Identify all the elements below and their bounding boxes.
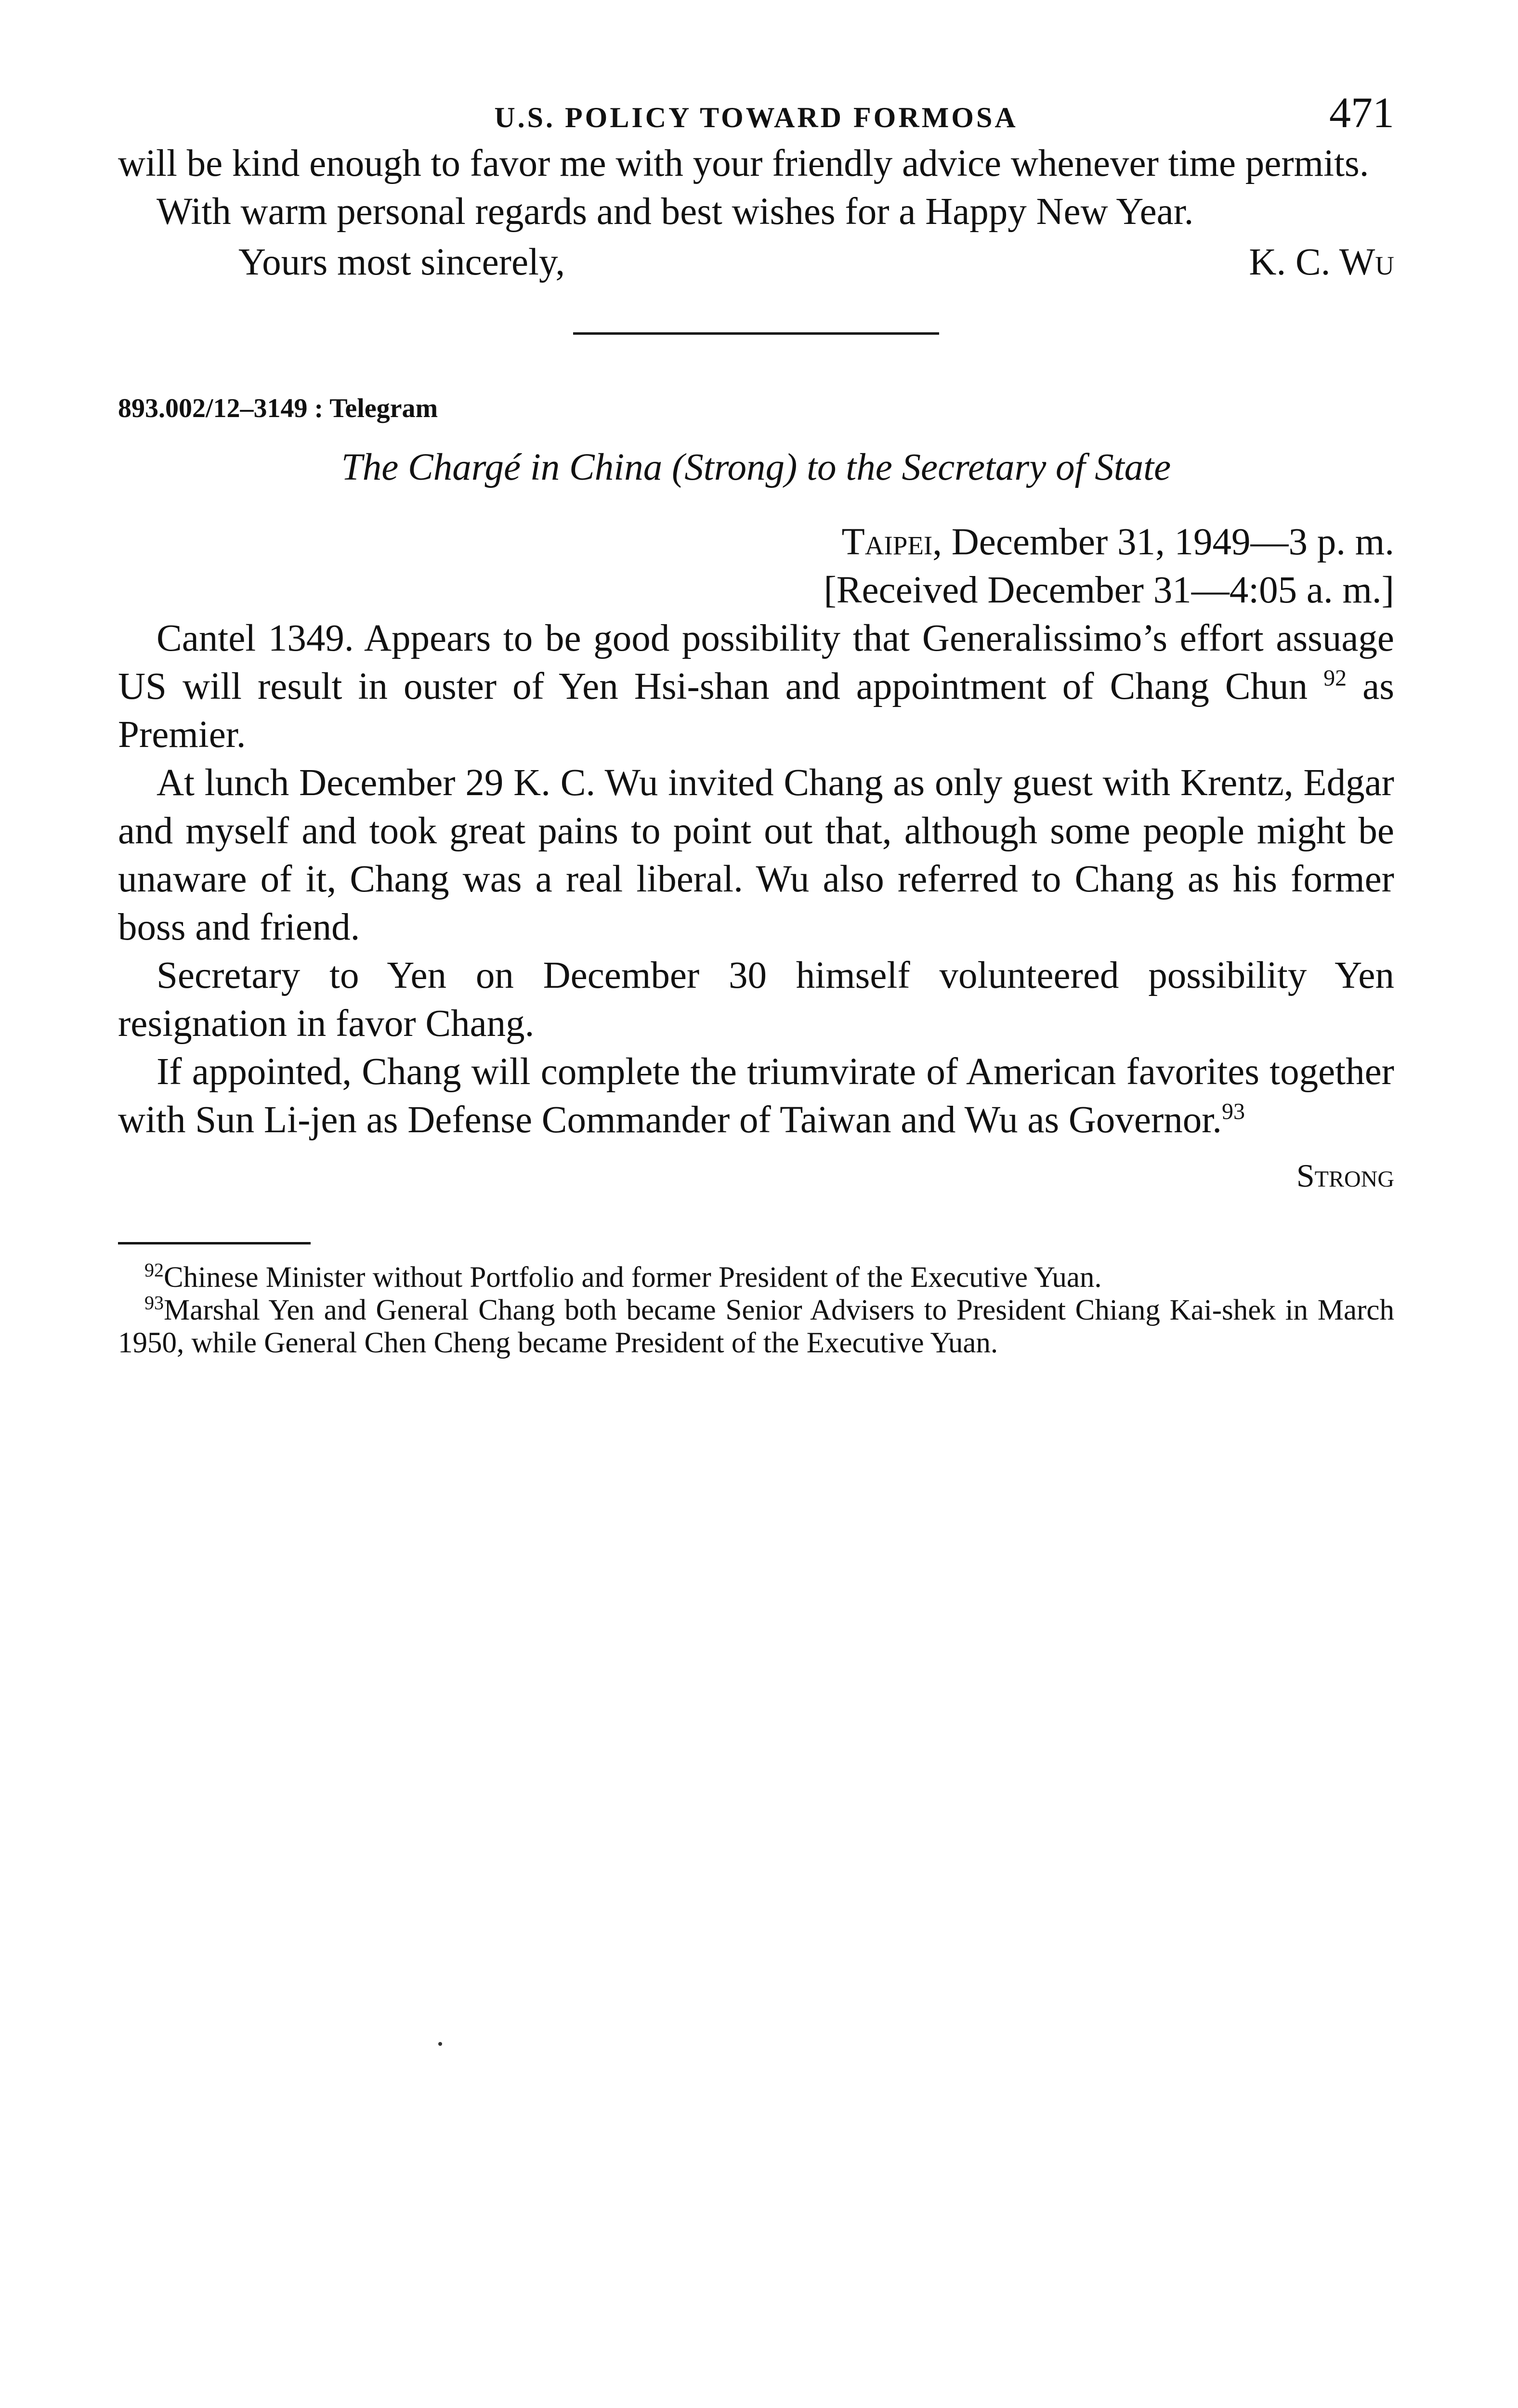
file-number: 893.002/12–3149 : Telegram [118,393,438,423]
document-title: The Chargé in China (Strong) to the Secretary of State [341,446,1171,488]
footnote-marker: 93 [144,1292,164,1314]
letter-greeting: With warm personal regards and best wishes for a Happy New Year. [157,191,1194,233]
telegram-paragraph-2: At lunch December 29 K. C. Wu invited Chang as only guest with Krentz, Edgar and myself and took great pains to point out that, although some people might be unaware of it, Chang was a real liberal. Wu also referred to Chang as his former boss and friend. [118,762,1394,948]
footnotes [118,1261,1394,1360]
paragraph-text: Cantel 1349. Appears to be good possibility that Generalissimo’s effort assuage US will result in ouster of Yen Hsi-shan and appointment of Chang Chun [118,617,1394,707]
page-number: 471 [1329,89,1394,137]
section-separator [573,332,939,335]
footnote-marker: 92 [144,1259,164,1281]
dateline-place: Taipei, [841,521,942,563]
footnote-reference: 93 [1222,1099,1245,1125]
footnote-93 [118,1294,1394,1360]
paragraph-text: as Premier. [118,666,1394,756]
telegram-signature: Strong [1296,1157,1394,1194]
telegram-paragraph-1 [118,615,1394,759]
footnote-reference: 92 [1323,665,1347,691]
running-title: U.S. POLICY TOWARD FORMOSA [494,102,1018,133]
footnote-rule [118,1242,311,1244]
telegram-paragraph-4 [118,1048,1394,1144]
letter-closing: Yours most sincerely, [238,241,565,283]
dateline-date: December 31, 1949—3 p. m. [951,521,1394,563]
received-line: [Received December 31—4:05 a. m.] [824,569,1394,611]
text-column [118,84,1394,1360]
letter-closing-line [118,238,1394,291]
paragraph-text: If appointed, Chang will complete the triumvirate of American favorites together with Sun Li-jen as Defense Commander of Taiwan and Wu as Governor. [118,1051,1394,1141]
dateline [118,518,1394,566]
letter-continuation: will be kind enough to favor me with your friendly advice whenever time permits. [118,143,1369,184]
print-speck [438,2042,442,2046]
footnote-92 [118,1261,1394,1294]
telegram-paragraph-3: Secretary to Yen on December 30 himself volunteered possibility Yen resignation in favor Chang. [118,955,1394,1045]
letter-signature: K. C. Wu [1249,241,1394,283]
footnote-text: Marshal Yen and General Chang both became Senior Advisers to President Chiang Kai-shek in March 1950, while General Chen Cheng became President of the Executive Yuan. [118,1294,1394,1359]
running-head [118,84,1394,140]
footnote-text: Chinese Minister without Portfolio and former President of the Executive Yuan. [164,1261,1102,1294]
